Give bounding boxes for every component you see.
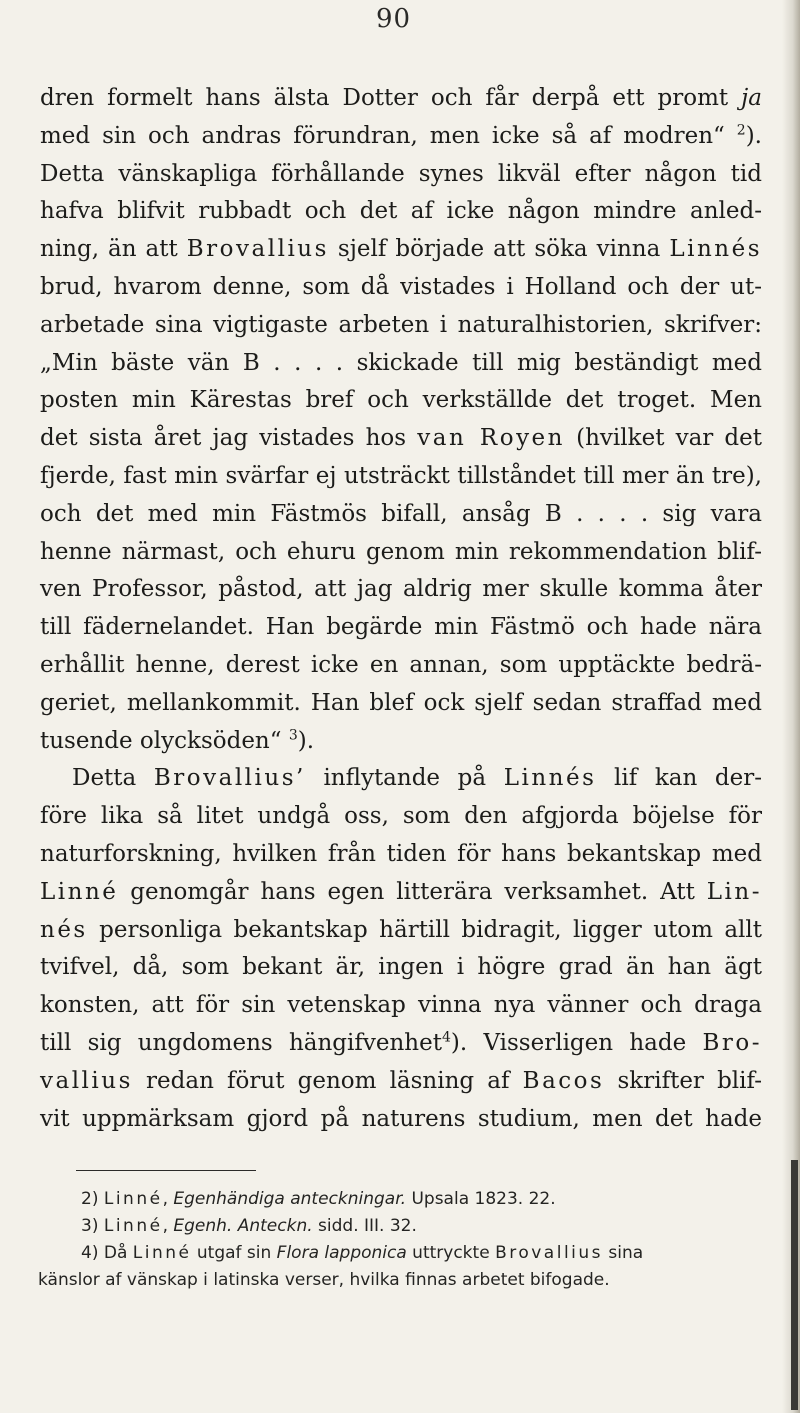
footnote-line bbox=[38, 1186, 760, 1213]
text-segment: nés bbox=[40, 916, 88, 943]
text-segment: genomgår hans egen litterära verksamhet. Att bbox=[118, 878, 707, 905]
text-segment: Detta bbox=[72, 765, 154, 792]
binding-edge-strip bbox=[791, 1160, 798, 1410]
text-segment: sidd. III. 32. bbox=[312, 1216, 417, 1236]
body-line bbox=[40, 760, 762, 798]
text-segment: hafva blifvit rubbadt och det af icke någon mindre anled- bbox=[40, 198, 762, 225]
body-line bbox=[40, 458, 762, 496]
body-line bbox=[40, 571, 762, 609]
footnotes-block bbox=[38, 1186, 760, 1294]
text-segment: Bacos bbox=[522, 1067, 605, 1094]
text-segment: ). bbox=[745, 122, 762, 149]
text-segment: det sista året jag vistades hos bbox=[40, 425, 418, 452]
text-segment: arbetade sina vigtigaste arbeten i naturalhistorien, skrifver: bbox=[40, 311, 762, 338]
text-segment: med sin och andras förundran, men icke så af modren“ bbox=[40, 122, 737, 149]
text-segment: till sig ungdomens hängifvenhet bbox=[40, 1029, 442, 1056]
footnote-line bbox=[38, 1240, 760, 1267]
body-line bbox=[40, 420, 762, 458]
text-segment: Brovallius bbox=[495, 1243, 604, 1263]
text-segment: van Royen bbox=[417, 425, 565, 452]
body-line bbox=[40, 80, 762, 118]
text-segment: „Min bäste vän B . . . . skickade till mig beständigt med bbox=[40, 349, 762, 376]
text-segment: tvifvel, då, som bekant är, ingen i högre grad än han ägt bbox=[40, 954, 762, 981]
text-segment: , bbox=[162, 1216, 174, 1236]
text-segment: ). Visserligen hade bbox=[450, 1029, 703, 1056]
text-segment: Linné bbox=[40, 878, 119, 905]
text-segment: ja bbox=[741, 85, 762, 111]
text-segment: Flora lapponica bbox=[276, 1243, 407, 1263]
text-segment: utgaf sin bbox=[191, 1243, 277, 1263]
body-line bbox=[40, 118, 762, 156]
text-segment: och det med min Fästmös bifall, ansåg B . . . . sig vara bbox=[40, 500, 762, 527]
body-line bbox=[40, 1063, 762, 1101]
text-segment: 2) bbox=[81, 1189, 104, 1209]
body-line bbox=[40, 723, 762, 761]
footnote-reference: 2 bbox=[736, 122, 746, 139]
text-segment: redan förut genom läsning af bbox=[132, 1067, 523, 1094]
body-line bbox=[40, 496, 762, 534]
text-segment: dren formelt hans älsta Dotter och får derpå ett promt bbox=[40, 85, 742, 111]
text-segment: sina bbox=[603, 1243, 644, 1263]
text-segment: brud, hvarom denne, som då vistades i Holland och der ut- bbox=[40, 273, 762, 300]
text-segment: Linné bbox=[103, 1216, 163, 1236]
text-segment: till fädernelandet. Han begärde min Fästmö och hade nära bbox=[40, 614, 762, 641]
text-segment: ning, än att bbox=[40, 236, 187, 263]
body-line bbox=[40, 798, 762, 836]
text-segment: uttryckte bbox=[406, 1243, 496, 1263]
body-line bbox=[40, 307, 762, 345]
text-segment: vit uppmärksam gjord på naturens studium, men det hade bbox=[40, 1105, 762, 1132]
text-segment: Upsala 1823. 22. bbox=[406, 1189, 556, 1209]
body-line bbox=[40, 1101, 762, 1139]
body-line bbox=[40, 949, 762, 987]
text-segment: Detta vänskapliga förhållande synes likväl efter någon tid bbox=[40, 160, 762, 187]
text-segment: 4) Då bbox=[81, 1243, 133, 1263]
text-segment: skrifter blif- bbox=[604, 1067, 762, 1094]
body-line bbox=[40, 193, 762, 231]
text-segment: Bro- bbox=[702, 1029, 762, 1056]
text-segment: Egenh. Anteckn. bbox=[173, 1216, 313, 1236]
body-line bbox=[40, 231, 762, 269]
text-segment: erhållit henne, derest icke en annan, som upptäckte bedrä- bbox=[40, 651, 762, 678]
page-number: 90 bbox=[376, 4, 412, 34]
text-segment: lif kan der- bbox=[596, 765, 762, 792]
text-segment: personliga bekantskap härtill bidragit, ligger utom allt bbox=[87, 916, 762, 943]
text-segment: Linné bbox=[103, 1189, 163, 1209]
body-line bbox=[40, 345, 762, 383]
text-segment: Linnés bbox=[669, 236, 762, 263]
body-line bbox=[40, 534, 762, 572]
text-segment: Brovallius’ bbox=[153, 765, 306, 792]
body-line bbox=[40, 836, 762, 874]
text-segment: Brovallius bbox=[186, 236, 329, 263]
text-segment: fjerde, fast min svärfar ej utsträckt tillståndet till mer än tre), bbox=[40, 462, 762, 489]
text-segment: ). bbox=[297, 727, 315, 754]
text-segment: tusende olycksöden“ bbox=[40, 727, 289, 754]
text-segment: Lin- bbox=[706, 878, 762, 905]
text-segment: naturforskning, hvilken från tiden för hans bekantskap med bbox=[40, 840, 762, 867]
body-line bbox=[40, 874, 762, 912]
footnote-reference: 3 bbox=[288, 726, 298, 743]
body-line bbox=[40, 156, 762, 194]
text-segment: Linnés bbox=[503, 765, 597, 792]
text-segment: , bbox=[162, 1189, 174, 1209]
text-segment: henne närmast, och ehuru genom min rekommendation blif- bbox=[40, 538, 762, 565]
footnote-reference: 4 bbox=[441, 1029, 451, 1046]
text-segment: Linné bbox=[132, 1243, 192, 1263]
footnote-line bbox=[38, 1267, 760, 1294]
text-segment: posten min Kärestas bref och verkställde det troget. Men bbox=[40, 387, 762, 414]
footnote-separator bbox=[76, 1170, 256, 1171]
body-line bbox=[40, 987, 762, 1025]
body-line bbox=[40, 382, 762, 420]
body-line bbox=[40, 647, 762, 685]
body-line bbox=[40, 1025, 762, 1063]
main-text-block bbox=[40, 80, 762, 1138]
body-line bbox=[40, 685, 762, 723]
body-line bbox=[40, 269, 762, 307]
body-line bbox=[40, 609, 762, 647]
text-segment: inflytande på bbox=[305, 765, 504, 792]
text-segment: ven Professor, påstod, att jag aldrig mer skulle komma åter bbox=[40, 576, 762, 603]
text-segment: vallius bbox=[40, 1067, 133, 1094]
text-segment: känslor af vänskap i latinska verser, hvilka finnas arbetet bifogade. bbox=[38, 1270, 610, 1290]
text-segment: konsten, att för sin vetenskap vinna nya vänner och draga bbox=[40, 992, 762, 1019]
text-segment: före lika så litet undgå oss, som den afgjorda böjelse för bbox=[40, 803, 762, 830]
footnote-line bbox=[38, 1213, 760, 1240]
text-segment: 3) bbox=[81, 1216, 104, 1236]
text-segment: geriet, mellankommit. Han blef ock sjelf sedan straffad med bbox=[40, 689, 762, 716]
body-line bbox=[40, 912, 762, 950]
text-segment: (hvilket var det bbox=[565, 425, 763, 452]
text-segment: sjelf började att söka vinna bbox=[328, 236, 670, 263]
text-segment: Egenhändiga anteckningar. bbox=[173, 1189, 407, 1209]
